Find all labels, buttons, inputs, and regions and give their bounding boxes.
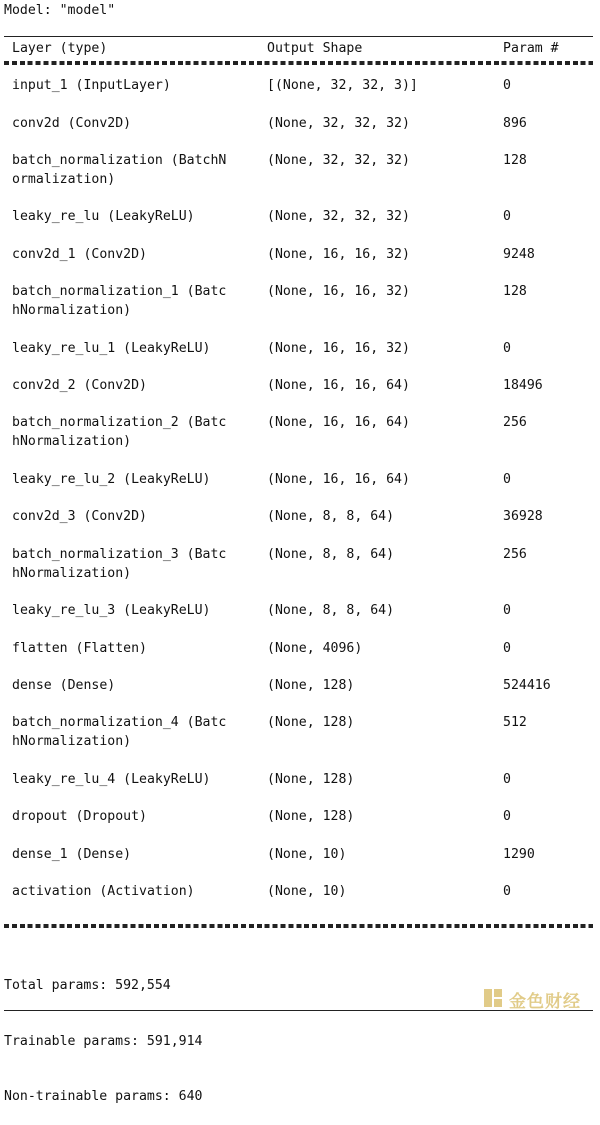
layer-name-cell: leaky_re_lu_2 (LeakyReLU) [12, 472, 211, 487]
output-shape-cell: (None, 128) [267, 715, 355, 730]
param-count-cell: 36928 [503, 509, 543, 524]
layer-name-cell: dropout (Dropout) [12, 809, 147, 824]
footer-double-rule [4, 924, 593, 928]
output-shape-cell: (None, 128) [267, 678, 355, 693]
output-shape-cell: (None, 16, 16, 64) [267, 415, 410, 430]
param-count-cell: 256 [503, 415, 527, 430]
param-count-cell: 9248 [503, 247, 535, 262]
param-count-cell: 0 [503, 472, 511, 487]
param-count-cell: 0 [503, 772, 511, 787]
layer-name-cell: dense_1 (Dense) [12, 847, 132, 862]
layer-name-cell: input_1 (InputLayer) [12, 78, 171, 93]
param-count-cell: 0 [503, 603, 511, 618]
header-output-shape: Output Shape [267, 41, 363, 56]
output-shape-cell: (None, 16, 16, 64) [267, 472, 410, 487]
param-count-cell: 0 [503, 78, 511, 93]
output-shape-cell: (None, 32, 32, 32) [267, 116, 410, 131]
header-param-count: Param # [503, 41, 559, 56]
layer-name-cell: batch_normalization (BatchN ormalization) [12, 153, 227, 187]
watermark [483, 986, 593, 1010]
param-count-cell: 0 [503, 884, 511, 899]
layer-name-cell: activation (Activation) [12, 884, 195, 899]
output-shape-cell: (None, 128) [267, 809, 355, 824]
layer-name-cell: batch_normalization_2 (Batc hNormalization) [12, 415, 227, 449]
output-shape-cell: (None, 10) [267, 847, 347, 862]
param-count-cell: 512 [503, 715, 527, 730]
param-count-cell: 524416 [503, 678, 551, 693]
watermark-logo-icon [483, 988, 503, 1008]
layer-name-cell: batch_normalization_3 (Batc hNormalization) [12, 547, 227, 581]
layer-name-cell: leaky_re_lu_1 (LeakyReLU) [12, 341, 211, 356]
layer-name-cell: dense (Dense) [12, 678, 116, 693]
layer-name-cell: conv2d_1 (Conv2D) [12, 247, 147, 262]
output-shape-cell: (None, 16, 16, 32) [267, 284, 410, 299]
layer-name-cell: batch_normalization_4 (Batc hNormalization) [12, 715, 227, 749]
layer-name-cell: leaky_re_lu_3 (LeakyReLU) [12, 603, 211, 618]
param-count-cell: 128 [503, 284, 527, 299]
param-count-cell: 1290 [503, 847, 535, 862]
layer-name-cell: conv2d_2 (Conv2D) [12, 378, 147, 393]
param-totals [4, 940, 203, 1125]
output-shape-cell: [(None, 32, 32, 3)] [267, 78, 418, 93]
header-layer: Layer (type) [12, 41, 108, 56]
model-title: Model: "model" [4, 3, 116, 18]
param-count-cell: 896 [503, 116, 527, 131]
output-shape-cell: (None, 8, 8, 64) [267, 509, 395, 524]
output-shape-cell: (None, 32, 32, 32) [267, 153, 410, 168]
output-shape-cell: (None, 8, 8, 64) [267, 603, 395, 618]
output-shape-cell: (None, 16, 16, 64) [267, 378, 410, 393]
trainable-params: Trainable params: 591,914 [4, 1033, 203, 1049]
param-count-cell: 0 [503, 341, 511, 356]
watermark-text: 金色财经 [509, 992, 581, 1012]
output-shape-cell: (None, 4096) [267, 641, 363, 656]
param-count-cell: 0 [503, 209, 511, 224]
param-count-cell: 0 [503, 641, 511, 656]
top-rule [4, 36, 593, 37]
param-count-cell: 256 [503, 547, 527, 562]
layer-name-cell: leaky_re_lu_4 (LeakyReLU) [12, 772, 211, 787]
output-shape-cell: (None, 16, 16, 32) [267, 341, 410, 356]
param-count-cell: 128 [503, 153, 527, 168]
param-count-cell: 0 [503, 809, 511, 824]
output-shape-cell: (None, 32, 32, 32) [267, 209, 410, 224]
header-double-rule [4, 61, 593, 65]
output-shape-cell: (None, 8, 8, 64) [267, 547, 395, 562]
layer-name-cell: flatten (Flatten) [12, 641, 147, 656]
layer-name-cell: conv2d_3 (Conv2D) [12, 509, 147, 524]
total-params: Total params: 592,554 [4, 978, 171, 993]
output-shape-cell: (None, 16, 16, 32) [267, 247, 410, 262]
param-count-cell: 18496 [503, 378, 543, 393]
layer-name-cell: conv2d (Conv2D) [12, 116, 132, 131]
layer-name-cell: leaky_re_lu (LeakyReLU) [12, 209, 195, 224]
non-trainable-params: Non-trainable params: 640 [4, 1089, 203, 1104]
layer-name-cell: batch_normalization_1 (Batc hNormalization) [12, 284, 227, 318]
output-shape-cell: (None, 128) [267, 772, 355, 787]
output-shape-cell: (None, 10) [267, 884, 347, 899]
bottom-rule [4, 1010, 593, 1011]
